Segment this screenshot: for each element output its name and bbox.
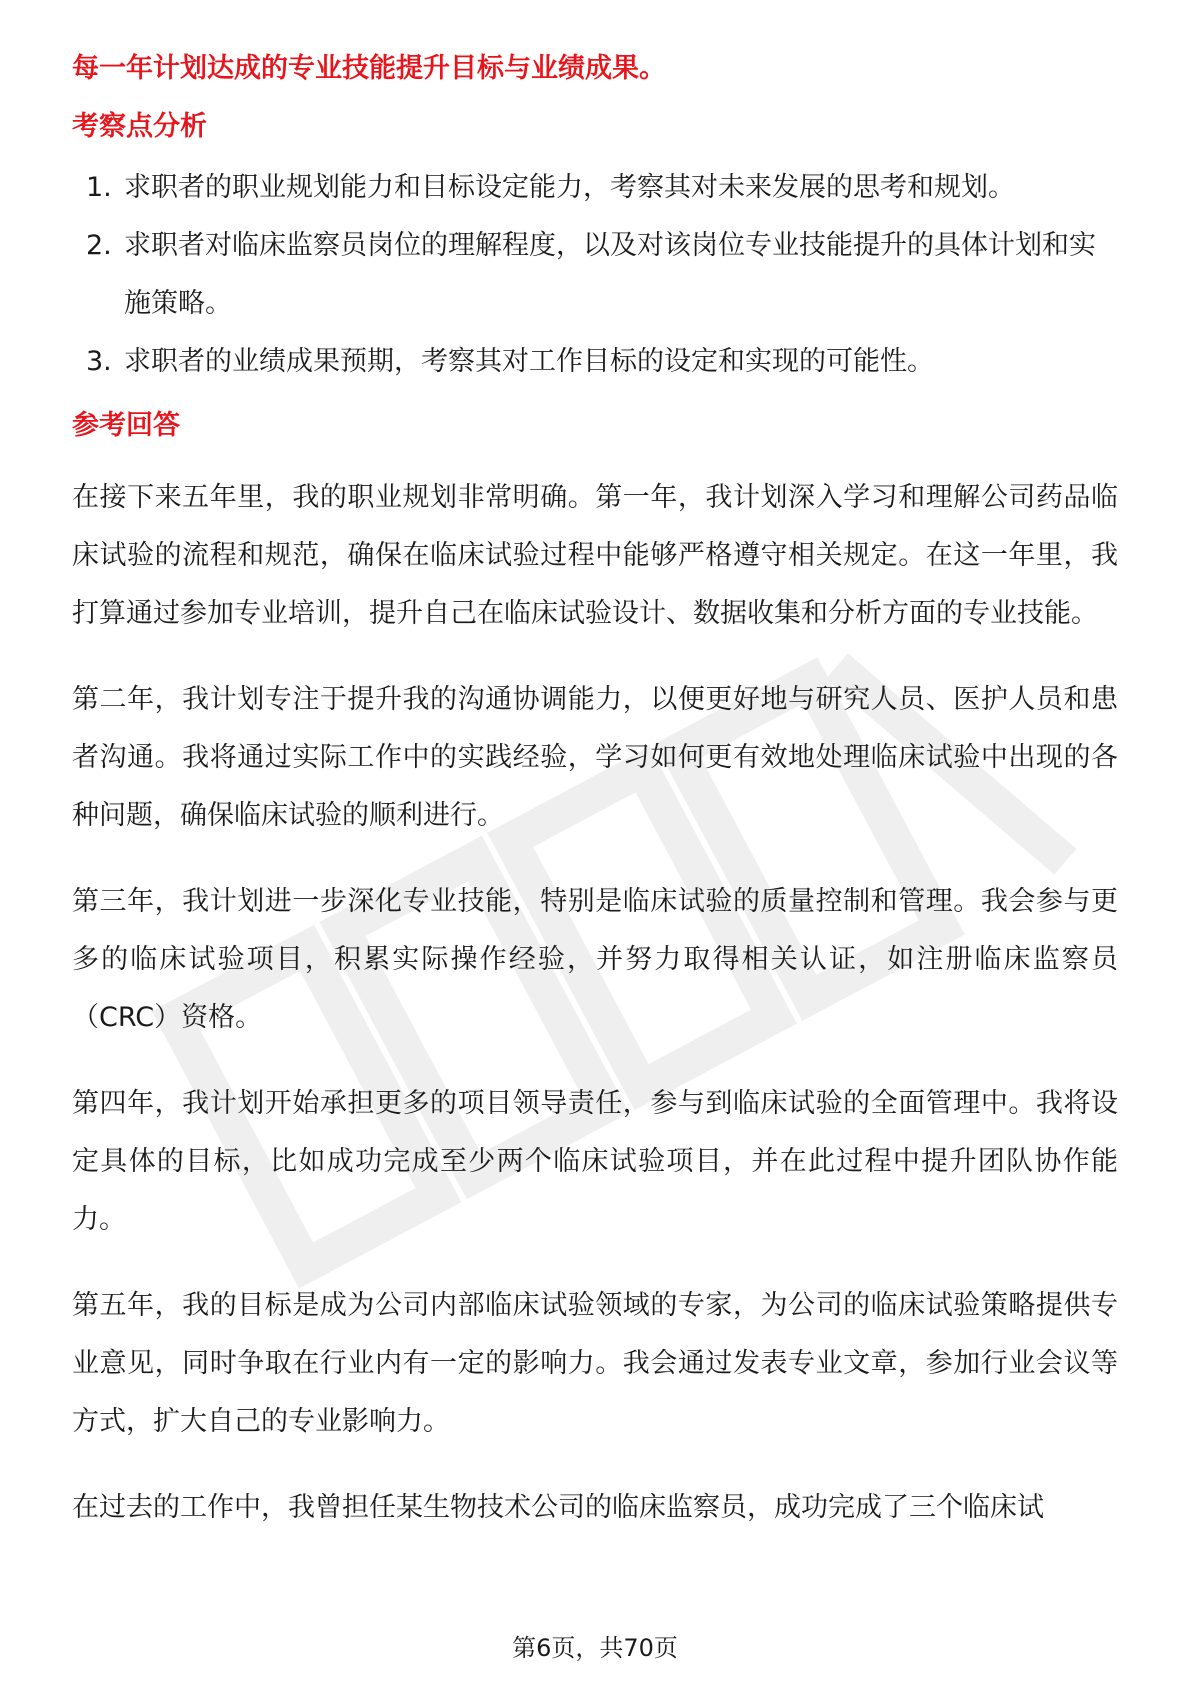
answer-paragraph: 第四年，我计划开始承担更多的项目领导责任，参与到临床试验的全面管理中。我将设定具体的目标，比如成功完成至少两个临床试验项目，并在此过程中提升团队协作能力。: [72, 1088, 1118, 1235]
list-item: [72, 217, 1118, 333]
analysis-list: [72, 159, 1118, 391]
list-item: [72, 159, 1118, 217]
list-item-number: 1.: [86, 172, 112, 203]
list-item-text: 求职者的业绩成果预期，考察其对工作目标的设定和实现的可能性。: [124, 346, 934, 377]
answer-paragraph: 第三年，我计划进一步深化专业技能，特别是临床试验的质量控制和管理。我会参与更多的临床试验项目，积累实际操作经验，并努力取得相关认证，如注册临床监察员（CRC）资格。: [72, 886, 1118, 1033]
answer-body: [72, 469, 1118, 1537]
list-item-number: 2.: [86, 230, 112, 261]
analysis-heading: 考察点分析: [72, 111, 207, 142]
answer-paragraph: 第二年，我计划专注于提升我的沟通协调能力，以便更好地与研究人员、医护人员和患者沟通。我将通过实际工作中的实践经验，学习如何更有效地处理临床试验中出现的各种问题，确保临床试验的顺利进行。: [72, 684, 1118, 831]
page-footer: 第6页，共70页: [512, 1634, 678, 1662]
list-item: [72, 333, 1118, 391]
answer-heading: 参考回答: [72, 410, 180, 441]
answer-paragraph: 第五年，我的目标是成为公司内部临床试验领域的专家，为公司的临床试验策略提供专业意见，同时争取在行业内有一定的影响力。我会通过发表专业文章，参加行业会议等方式，扩大自己的专业影响力。: [72, 1290, 1118, 1437]
document-page: [72, 40, 1118, 1537]
list-item-text: 求职者对临床监察员岗位的理解程度，以及对该岗位专业技能提升的具体计划和实施策略。: [124, 230, 1096, 319]
answer-paragraph: 在接下来五年里，我的职业规划非常明确。第一年，我计划深入学习和理解公司药品临床试验的流程和规范，确保在临床试验过程中能够严格遵守相关规定。在这一年里，我打算通过参加专业培训，提升自己在临床试验设计、数据收集和分析方面的专业技能。: [72, 482, 1118, 629]
answer-paragraph: 在过去的工作中，我曾担任某生物技术公司的临床监察员，成功完成了三个临床试: [72, 1492, 1044, 1523]
list-item-text: 求职者的职业规划能力和目标设定能力，考察其对未来发展的思考和规划。: [124, 172, 1015, 203]
list-item-number: 3.: [86, 346, 112, 377]
intro-heading: 每一年计划达成的专业技能提升目标与业绩成果。: [72, 53, 666, 84]
